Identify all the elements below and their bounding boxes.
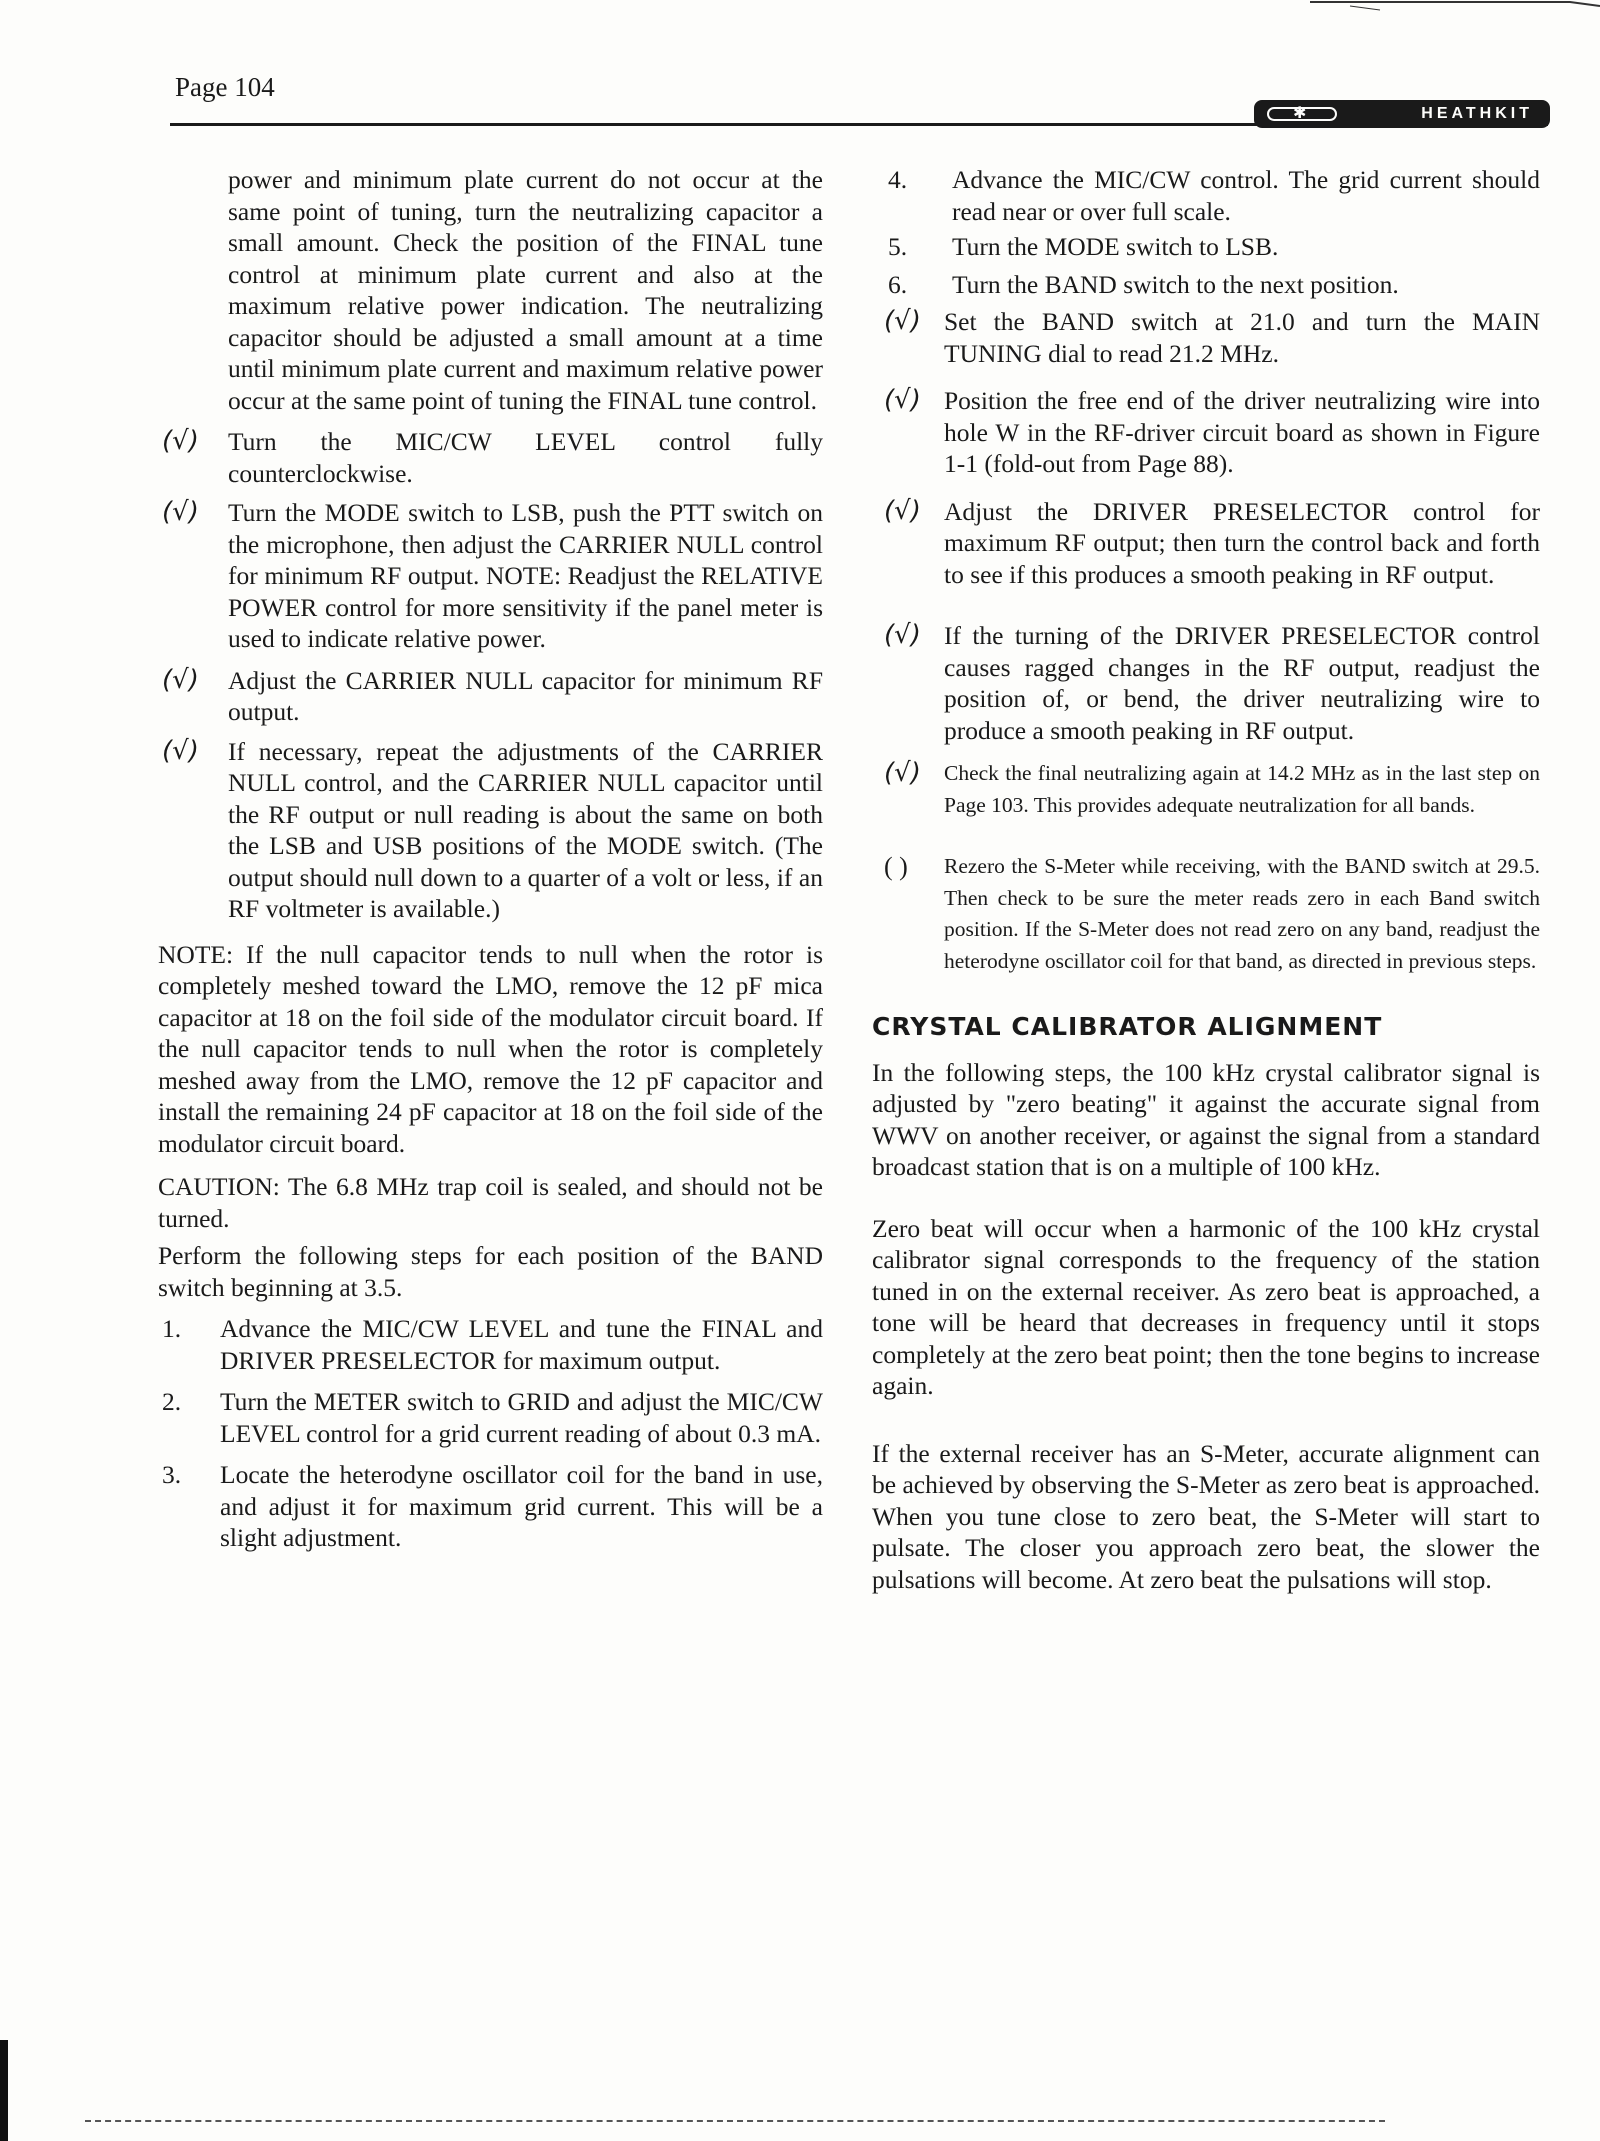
step-text: Adjust the CARRIER NULL capacitor for minimum RF output. (228, 665, 823, 726)
bottom-scan-line (85, 2120, 1385, 2122)
checkmark-icon: (√) (884, 306, 921, 336)
calibrator-paragraph-3: If the external receiver has an S-Meter, accurate alignment can be achieved by observing the S-Meter as zero beat is approached. When you tune close to zero beat, the S-Meter will start to pulsate. The closer you approach zero beat, the slower the pulsations will become. At zero beat the pulsations will stop. (872, 1438, 1540, 1594)
step-text: Advance the MIC/CW LEVEL and tune the FINAL and DRIVER PRESELECTOR for maximum output. (220, 1314, 823, 1375)
checkmark-icon: (√) (884, 495, 921, 526)
step-text: Turn the MODE switch to LSB, push the PTT switch on the microphone, then adjust the CARRIER NULL control for minimum RF output. NOTE: Readjust the RELATIVE POWER control for more sensitivity if the panel meter is used to indicate relative power. (228, 498, 823, 653)
calibrator-paragraph-1: In the following steps, the 100 kHz crystal calibrator signal is adjusted by "zero beating" it against the accurate signal from WWV on another receiver, or against the signal from a standard broadcast station that is on a multiple of 100 kHz. (872, 1057, 1540, 1181)
calibrator-paragraph-2: Zero beat will occur when a harmonic of the 100 kHz crystal calibrator signal corresponds to the frequency of the station tuned in on the external receiver. As zero beat is approached, a tone will be heard that decreases in frequency until it stops completely at the zero beat point; then the tone begins to increase again. (872, 1213, 1540, 1400)
step-text: Rezero the S-Meter while receiving, with the BAND switch at 29.5. Then check to be sure the meter reads zero in each Band switch position. If the S-Meter does not read zero on any band, readjust the heterodyne oscillator coil for that band, as directed in previous steps. (944, 854, 1540, 973)
step-text: Advance the MIC/CW control. The grid current should read near or over full scale. (952, 165, 1540, 226)
perform-paragraph: Perform the following steps for each position of the BAND switch beginning at 3.5. (158, 1241, 823, 1302)
step-text: If necessary, repeat the adjustments of the CARRIER NULL control, and the CARRIER NULL capacitor until the RF output or null reading is about the same on both the LSB and USB positions of the MODE switch. (The output should null down to a quarter of a volt or less, if an RF voltmeter is available.) (228, 736, 823, 923)
section-heading: CRYSTAL CALIBRATOR ALIGNMENT (872, 1012, 1383, 1041)
header-rule (170, 123, 1548, 126)
step-text: Turn the METER switch to GRID and adjust the MIC/CW LEVEL control for a grid current reading of about 0.3 mA. (220, 1387, 823, 1448)
step-mic-cw-level (158, 426, 823, 489)
step-text: Position the free end of the driver neutralizing wire into hole W in the RF-driver circuit board as shown in Figure 1-1 (fold-out from Page 88). (944, 386, 1540, 478)
page-number: Page 104 (175, 72, 275, 102)
step-repeat-adjustments (158, 736, 823, 925)
checkmark-icon: (√) (884, 385, 921, 415)
step-neutralizing-wire (872, 385, 1540, 480)
numbered-step-6 (872, 269, 1540, 301)
step-text: Check the final neutralizing again at 14.2 MHz as in the last step on Page 103. This provides adequate neutralization for all bands. (944, 761, 1540, 817)
top-scribble (1310, 0, 1600, 16)
step-text: Turn the MODE switch to LSB. (952, 232, 1279, 261)
left-column (158, 164, 823, 1554)
numbered-step-2 (158, 1386, 823, 1449)
checkmark-icon: (√) (162, 497, 199, 527)
step-number: 5. (888, 232, 908, 261)
note-paragraph: NOTE: If the null capacitor tends to null when the rotor is completely meshed toward the LMO, remove the 12 pF mica capacitor at 18 on the foil side of the modulator circuit board. If the null capacitor tends to null when the rotor is completely meshed away from the LMO, remove the 12 pF capacitor and install the remaining 24 pF capacitor at 18 on the foil side of the modulator circuit board. (158, 939, 823, 1158)
step-ragged-changes (872, 620, 1540, 746)
step-final-neutralizing (872, 758, 1540, 821)
step-text: Locate the heterodyne oscillator coil for the band in use, and adjust it for maximum grid current. This will be a slight adjustment. (220, 1460, 823, 1552)
step-driver-preselector (872, 496, 1540, 591)
step-text: Turn the BAND switch to the next position. (952, 269, 1399, 299)
checkmark-icon: (√) (162, 735, 199, 766)
step-rezero-s-meter (872, 851, 1540, 977)
logo-emblem-icon (1267, 107, 1337, 121)
numbered-step-3 (158, 1459, 823, 1554)
step-number: 6. (888, 269, 908, 299)
logo-text: HEATHKIT (1421, 105, 1533, 122)
step-band-21 (872, 306, 1540, 369)
scan-edge (0, 2040, 8, 2141)
checkmark-icon: (√) (162, 426, 199, 456)
step-number: 4. (888, 165, 908, 194)
intro-paragraph: power and minimum plate current do not occur at the same point of tuning, turn the neutralizing capacitor a small amount. Check the position of the FINAL tune control at minimum plate current and also at the maximum relative power indication. The neutralizing capacitor should be adjusted a small amount at a time until minimum plate current and maximum relative power occur at the same point of tuning the FINAL tune control. (228, 165, 823, 415)
step-number: 2. (162, 1387, 182, 1416)
step-text: Set the BAND switch at 21.0 and turn the MAIN TUNING dial to read 21.2 MHz. (944, 307, 1540, 368)
numbered-step-4 (872, 164, 1540, 227)
step-number: 1. (162, 1314, 182, 1343)
step-mode-switch (158, 497, 823, 655)
numbered-step-5 (872, 231, 1540, 263)
checkmark-icon: (√) (884, 758, 921, 788)
caution-paragraph: CAUTION: The 6.8 MHz trap coil is sealed, and should not be turned. (158, 1172, 823, 1233)
checkmark-icon: (√) (162, 664, 199, 695)
step-number: 3. (162, 1460, 182, 1489)
checkmark-icon: (√) (884, 620, 921, 650)
step-text: Adjust the DRIVER PRESELECTOR control for maximum RF output; then turn the control back and forth to see if this produces a smooth peaking in RF output. (944, 496, 1540, 589)
right-column (872, 164, 1540, 1595)
step-text: If the turning of the DRIVER PRESELECTOR control causes ragged changes in the RF output, readjust the position of, or bend, the driver neutralizing wire to produce a smooth peaking in RF output. (944, 621, 1540, 745)
step-text: Turn the MIC/CW LEVEL control fully counterclockwise. (228, 427, 823, 488)
numbered-step-1 (158, 1313, 823, 1376)
checkbox-empty-icon: ( ) (884, 852, 908, 881)
step-carrier-null-capacitor (158, 665, 823, 728)
